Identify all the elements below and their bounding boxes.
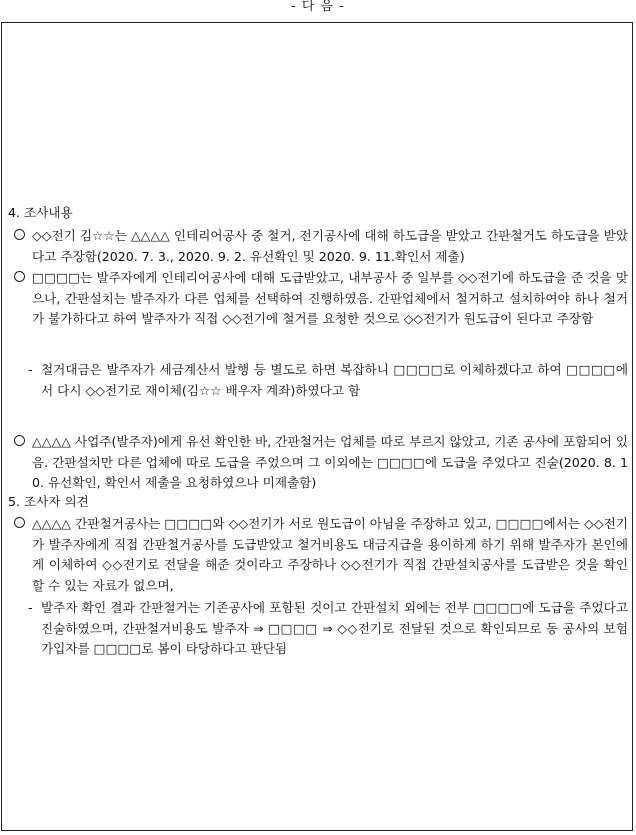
item-text: △△△△ 간판철거공사는 □□□□와 ◇◇전기가 서로 원도급이 아님을 주장하고 있고, □□□□에서는 ◇◇전기가 발주자에게 직접 간판철거공사를 도급받았고 철거비용도 대금지급을 용이하게 하기 위해 발주자가 본인에게 이체하여 ◇◇전기로 전달을 해준 것이라고 주장하나 ◇◇전기가 직접 간판설치공사를 도급받은 것을 확인할 수 있는 자료가 없으며, xyxy=(32,516,628,593)
list-item xyxy=(14,432,628,494)
circle-bullet-icon xyxy=(14,229,25,240)
item-text: □□□□는 발주자에게 인테리어공사에 대해 도급받았고, 내부공사 중 일부를 ◇◇전기에 하도급을 준 것을 맞으나, 간판설치는 발주자가 다른 업체를 선택하여 진행하였음. 간판업체에서 철거하고 설치하여야 하나 철거가 불가하다고 하여 발주자가 직접 ◇◇전기에 철거를 요청한 것으로 ◇◇전기가 원도급이 된다고 주장함 xyxy=(32,270,628,326)
list-item xyxy=(14,514,628,596)
circle-bullet-icon xyxy=(14,517,25,528)
list-item: - 발주자 확인 결과 간판철거는 기존공사에 포함된 것이고 간판설치 외에는 전부 □□□□에 도급을 주었다고 진술하였으며, 간판철거비용도 발주자 ⇒ □□□□ ⇒ ◇◇전기로 전달된 것으로 확인되므로 동 공사의 보험가입자를 □□□□로 봄이 타당하다고 판단됨 xyxy=(28,598,628,660)
document-body xyxy=(1,22,633,831)
item-text: ◇◇전기 김☆☆는 △△△△ 인테리어공사 중 철거, 전기공사에 대해 하도급을 받았고 간판철거도 하도급을 받았다고 주장함(2020. 7. 3., 2020. 9. 2. 유선확인 및 2020. 9. 11.확인서 제출) xyxy=(32,228,628,264)
section-4-heading: 4. 조사내용 xyxy=(8,205,73,220)
item-text: 발주자 확인 결과 간판철거는 기존공사에 포함된 것이고 간판설치 외에는 전부 □□□□에 도급을 주었다고 진술하였으며, 간판철거비용도 발주자 ⇒ □□□□ ⇒ ◇◇전기로 전달된 것으로 확인되므로 동 공사의 보험가입자를 □□□□로 봄이 타당하다고 판단됨 xyxy=(41,600,628,656)
list-item xyxy=(14,268,628,330)
list-item xyxy=(14,226,628,267)
section-5-heading: 5. 조사자 의견 xyxy=(8,494,89,509)
item-text: △△△△ 사업주(발주자)에게 유선 확인한 바, 간판철거는 업체를 따로 부르지 않았고, 기존 공사에 포함되어 있음. 간판설치만 다른 업체에 따로 도급을 주었으며 그 이외에는 □□□□에 도급을 주었다고 진술(2020. 8. 10. 유선확인, 확인서 제출을 요청하였으나 미제출함) xyxy=(32,434,628,490)
document-title: - 다 음 - xyxy=(291,0,345,14)
item-text: 철거대금은 발주자가 세금계산서 발행 등 별도로 하면 복잡하니 □□□□로 이체하겠다고 하여 □□□□에서 다시 ◇◇전기로 재이체(김☆☆ 배우자 계좌)하였다고 함 xyxy=(41,362,628,398)
list-item: - 철거대금은 발주자가 세금계산서 발행 등 별도로 하면 복잡하니 □□□□로 이체하겠다고 하여 □□□□에서 다시 ◇◇전기로 재이체(김☆☆ 배우자 계좌)하였다고 함 xyxy=(28,360,628,401)
circle-bullet-icon xyxy=(14,435,25,446)
circle-bullet-icon xyxy=(14,271,25,282)
